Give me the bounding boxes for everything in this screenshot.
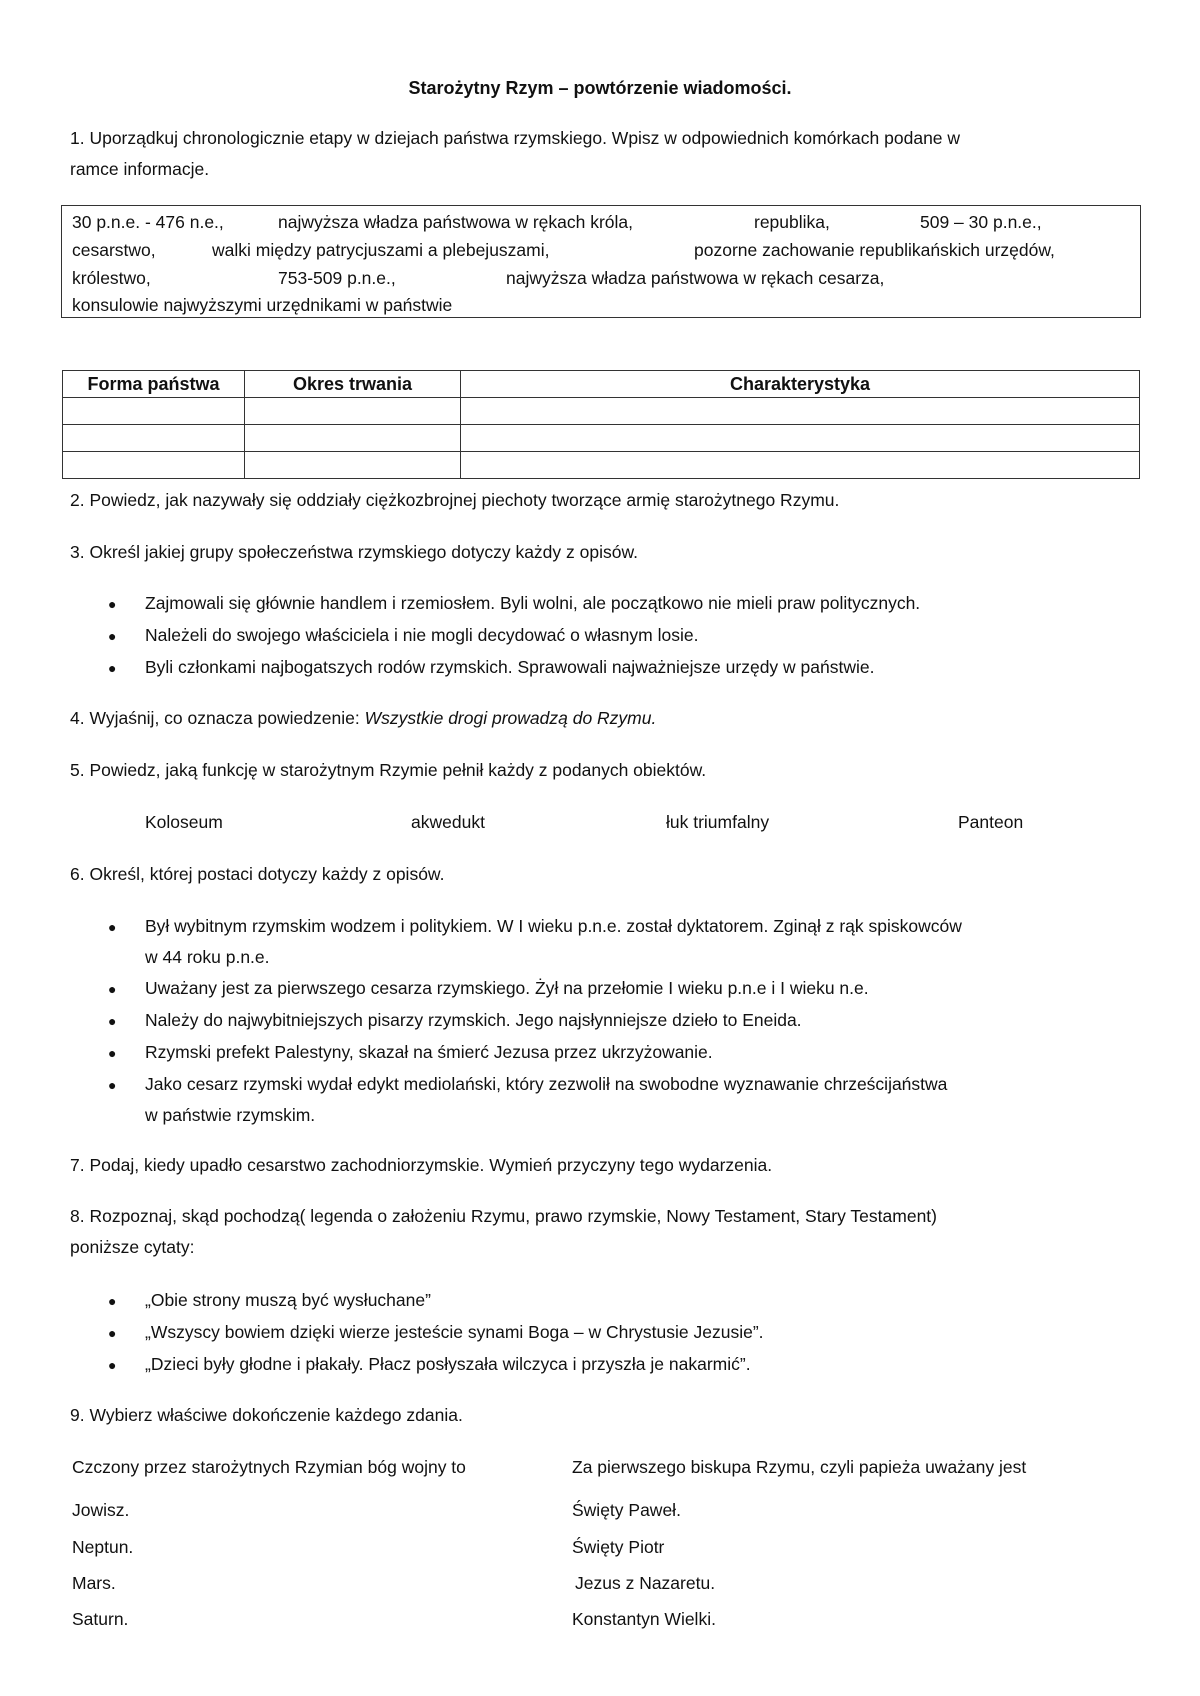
info-item: najwyższa władza państwowa w rękach cesarza, [506, 268, 885, 288]
question-2: 2. Powiedz, jak nazywały się oddziały ciężkozbrojnej piechoty tworzące armię starożytnego Rzymu. [70, 490, 840, 510]
bullet-icon: ● [108, 628, 117, 644]
info-item: 30 p.n.e. - 476 n.e., [72, 212, 224, 232]
answer-option[interactable]: Święty Paweł. [572, 1500, 681, 1520]
question-9-right-stem: Za pierwszego biskupa Rzymu, czyli papieża uważany jest [572, 1457, 1027, 1477]
table-cell[interactable] [245, 425, 461, 452]
column-header: Forma państwa [63, 371, 245, 398]
question-8-line2: poniższe cytaty: [70, 1237, 195, 1257]
page-title: Starożytny Rzym – powtórzenie wiadomości. [408, 78, 792, 98]
list-item: „Obie strony muszą być wysłuchane” [145, 1290, 431, 1310]
table-row [63, 425, 1140, 452]
info-item: republika, [754, 212, 830, 232]
list-item: Jako cesarz rzymski wydał edykt mediolański, który zezwolił na swobodne wyznawanie chrześcijaństwa [145, 1074, 948, 1094]
question-1-line2: ramce informacje. [70, 159, 210, 179]
info-item: najwyższa władza państwowa w rękach króla, [278, 212, 634, 232]
bullet-icon: ● [108, 1077, 117, 1093]
list-item: „Wszyscy bowiem dzięki wierze jesteście synami Boga – w Chrystusie Jezusie”. [145, 1322, 764, 1342]
list-item: „Dzieci były głodne i płakały. Płacz posłyszała wilczyca i przyszła je nakarmić”. [145, 1354, 751, 1374]
bullet-icon: ● [108, 1357, 117, 1373]
answer-option[interactable]: Jezus z Nazaretu. [575, 1573, 716, 1593]
question-8-line1: 8. Rozpoznaj, skąd pochodzą( legenda o założeniu Rzymu, prawo rzymskie, Nowy Testament, Stary Testament) [70, 1206, 937, 1226]
bullet-icon: ● [108, 1045, 117, 1061]
list-item: Był wybitnym rzymskim wodzem i politykiem. W I wieku p.n.e. został dyktatorem. Zginął z rąk spiskowców [145, 916, 962, 936]
answer-option[interactable]: Święty Piotr [572, 1537, 665, 1557]
question-4 [70, 708, 656, 729]
question-9-left-stem: Czczony przez starożytnych Rzymian bóg wojny to [72, 1457, 466, 1477]
list-item: Byli członkami najbogatszych rodów rzymskich. Sprawowali najważniejsze urzędy w państwie. [145, 657, 875, 677]
question-4-quote: Wszystkie drogi prowadzą do Rzymu. [364, 708, 657, 728]
bullet-icon: ● [108, 1293, 117, 1309]
answer-option[interactable]: Saturn. [72, 1609, 129, 1629]
list-item-continuation: w 44 roku p.n.e. [145, 947, 270, 967]
question-6: 6. Określ, której postaci dotyczy każdy z opisów. [70, 864, 445, 884]
info-item: 509 – 30 p.n.e., [920, 212, 1042, 232]
bullet-icon: ● [108, 660, 117, 676]
answer-option[interactable]: Mars. [72, 1573, 116, 1593]
bullet-icon: ● [108, 981, 117, 997]
info-item: 753-509 p.n.e., [278, 268, 396, 288]
object-label: łuk triumfalny [666, 812, 770, 832]
question-7: 7. Podaj, kiedy upadło cesarstwo zachodniorzymskie. Wymień przyczyny tego wydarzenia. [70, 1155, 773, 1175]
object-label: Panteon [958, 812, 1024, 832]
list-item-continuation: w państwie rzymskim. [145, 1105, 316, 1125]
question-1-line1: 1. Uporządkuj chronologicznie etapy w dziejach państwa rzymskiego. Wpisz w odpowiednich komórkach podane w [70, 128, 961, 148]
info-item: królestwo, [72, 268, 151, 288]
list-item: Należy do najwybitniejszych pisarzy rzymskich. Jego najsłynniejsze dzieło to Eneida. [145, 1010, 802, 1030]
object-label: Koloseum [145, 812, 223, 832]
question-3: 3. Określ jakiej grupy społeczeństwa rzymskiego dotyczy każdy z opisów. [70, 542, 639, 562]
table-cell[interactable] [63, 425, 245, 452]
bullet-icon: ● [108, 1013, 117, 1029]
answer-option[interactable]: Neptun. [72, 1537, 134, 1557]
object-label: akwedukt [411, 812, 485, 832]
info-item: pozorne zachowanie republikańskich urzędów, [694, 240, 1055, 260]
table-cell[interactable] [461, 425, 1140, 452]
answer-table [62, 370, 1140, 479]
table-cell[interactable] [461, 452, 1140, 479]
table-cell[interactable] [63, 398, 245, 425]
question-5: 5. Powiedz, jaką funkcję w starożytnym Rzymie pełnił każdy z podanych obiektów. [70, 760, 707, 780]
table-cell[interactable] [245, 398, 461, 425]
table-cell[interactable] [245, 452, 461, 479]
info-item: walki między patrycjuszami a plebejuszami, [212, 240, 550, 260]
list-item: Uważany jest za pierwszego cesarza rzymskiego. Żył na przełomie I wieku p.n.e i I wieku n.e. [145, 978, 869, 998]
bullet-icon: ● [108, 1325, 117, 1341]
question-4-text: 4. Wyjaśnij, co oznacza powiedzenie: [70, 708, 365, 728]
question-9: 9. Wybierz właściwe dokończenie każdego zdania. [70, 1405, 463, 1425]
info-item: konsulowie najwyższymi urzędnikami w państwie [72, 295, 453, 315]
answer-option[interactable]: Jowisz. [72, 1500, 130, 1520]
bullet-icon: ● [108, 596, 117, 612]
column-header: Okres trwania [245, 371, 461, 398]
list-item: Należeli do swojego właściciela i nie mogli decydować o własnym losie. [145, 625, 699, 645]
table-cell[interactable] [63, 452, 245, 479]
table-row [63, 398, 1140, 425]
table-row [63, 452, 1140, 479]
list-item: Zajmowali się głównie handlem i rzemiosłem. Byli wolni, ale początkowo nie mieli praw politycznych. [145, 593, 921, 613]
column-header: Charakterystyka [461, 371, 1140, 398]
list-item: Rzymski prefekt Palestyny, skazał na śmierć Jezusa przez ukrzyżowanie. [145, 1042, 713, 1062]
answer-option[interactable]: Konstantyn Wielki. [572, 1609, 716, 1629]
table-header-row [63, 371, 1140, 398]
table-cell[interactable] [461, 398, 1140, 425]
info-item: cesarstwo, [72, 240, 156, 260]
bullet-icon: ● [108, 919, 117, 935]
